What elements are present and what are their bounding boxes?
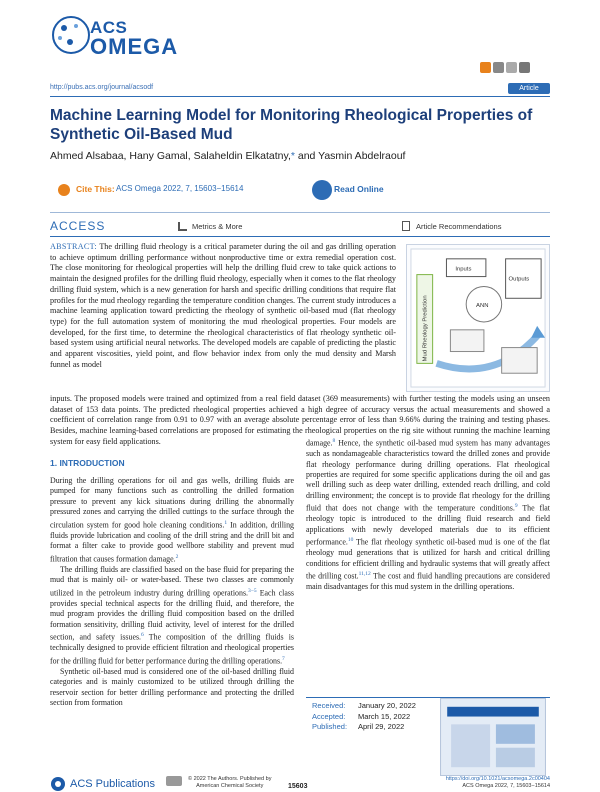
acs-publications-icon <box>50 776 66 792</box>
paragraph <box>306 436 550 593</box>
toc-side-label: Mud Rheology Prediction <box>422 295 429 362</box>
nc-license-icon <box>506 62 517 73</box>
abstract-top <box>50 242 396 370</box>
access-divider <box>50 236 550 237</box>
reference-link[interactable]: 7 <box>282 655 285 662</box>
reference-link[interactable]: 11,12 <box>358 571 371 578</box>
doi-link[interactable]: https://doi.org/10.1021/acsomega.2c00404 <box>445 776 550 782</box>
acs-publications-logo[interactable]: ACS Publications <box>70 778 155 790</box>
cite-bar <box>50 176 550 210</box>
reference-link[interactable]: 3−5 <box>247 587 257 594</box>
open-access-icon <box>480 62 491 73</box>
toc-box-outputs: Outputs <box>508 276 530 283</box>
toc-box-ann: ANN <box>476 303 489 310</box>
abstract-bottom: inputs. The proposed models were trained and optimized from a real field dataset (369 measurements) with further testing the models using an unseen dataset of 153 data points. The predicted rheological properties achieved a high degree of accuracy versus the actual measurements and showed a coefficient of correlation range from 0.91 to 0.97 with an average absolute percentage error of less than 9.66% during the training and testing phases. Besides, machine learning-based correlations are proposed for estimating the rheological properties on the rig site without running the machine learning system for easy field applications. <box>50 394 550 446</box>
reference-link[interactable]: 1 <box>224 519 228 526</box>
doi-block <box>420 776 550 790</box>
read-online-link[interactable]: Read Online <box>334 184 384 194</box>
reference-link[interactable]: 8 <box>332 438 336 444</box>
column-right <box>306 436 550 593</box>
reference-link[interactable]: 10 <box>347 537 354 544</box>
intro-p1b: In addition, drilling fluids provide lubrication and cooling of the drill string and the drill bit and format a filter cake to provide good wellbore stability and prevent mud filtration that causes formation damage. <box>50 520 294 564</box>
toc-graphic <box>406 244 550 392</box>
journal-logo <box>50 14 179 59</box>
header-icons <box>478 60 530 78</box>
intro-c2p1: damage. <box>306 438 333 448</box>
logo-line-omega: OMEGA <box>90 34 179 59</box>
access-bar <box>50 219 550 235</box>
recommendations-link[interactable]: Article Recommendations <box>416 222 502 231</box>
intro-c2p1b: Hence, the synthetic oil-based mud system has many advantages such as nondamageable characteristics toward the drilled zones and provide flat rheology performance during drilling operations. Flat rheological properties are required for some specific applications during the oil and gas well drilling such as deep water drilling, extended reach drilling, and cold drilling environment; the concept is to provide flat rheology for the drilling fluid that does not change with the temperature conditions. <box>306 438 550 513</box>
logo-line-acs: ACS <box>90 18 128 37</box>
column-left <box>50 476 294 709</box>
access-label: ACCESS <box>50 219 106 233</box>
abstract-text-part1: The drilling fluid rheology is a critical parameter during the oil and gas drilling operation to achieve optimum drilling performance without nonproductive time or extra remedial operation cost. The close monitoring for rheological properties will help the drilling fluid crew to take quick actions to maintain the designed profiles for the drilling fluid rheology, especially when it comes to the flat rheology drilling fluid system, which is a new generation for harsh and specific drilling conditions that require flat profiles for the mud rheology regarding the temperature condition changes. The current study introduces a machine learning application toward predicting the rheology of synthetic oil-based mud (flat rheology type) for the full automation system of monitoring the mud rheological properties. Four models are developed, for the first time, to determine the rheological characteristics of flat rheology synthetic oil-based system using artificial neural networks. The developed models are capable of predicting the plastic and apparent viscosities, yield point, and flow behavior index from only the mud density and Marsh funnel as model <box>50 242 396 369</box>
date-accepted: Accepted: March 15, 2022 <box>312 711 411 721</box>
footer-citation: ACS Omega 2022, 7, 15603−15614 <box>462 782 550 789</box>
cite-quote-icon <box>58 184 70 196</box>
bar-chart-icon <box>178 222 187 231</box>
authors-last: and Yasmin Abdelraouf <box>294 150 406 162</box>
intro-p2b: Each class provides special technical aspects for the drilling fluid, and therefore, the mud program provides the drilling fluid composition based on the drilled formation sensitivity, drilling fluid activity, level of interest for the drilled section, and safety issues. <box>50 588 294 642</box>
read-online-icon[interactable] <box>312 180 332 200</box>
intro-c2p1c: The flat rheology topic is introduced to the drilling fluid research and field applications with newly developed materials due to its efficient performance. <box>306 503 550 547</box>
corresponding-author-mark[interactable]: * <box>290 150 295 162</box>
abstract-label: ABSTRACT: <box>50 242 97 251</box>
article-type-badge: Article <box>508 83 550 94</box>
date-received: Received: January 20, 2022 <box>312 701 416 710</box>
intro-p2: The drilling fluids are classified based on the base fluid for preparing the mud that is mainly oil- or water-based. These two classes are commonly utilized in the petroleum industry during drilling operations. <box>50 564 294 598</box>
cite-divider <box>50 212 550 213</box>
journal-url-link[interactable]: http://pubs.acs.org/journal/acsodf <box>50 84 154 91</box>
reference-link[interactable]: 2 <box>175 553 179 560</box>
page-number: 15603 <box>288 783 308 790</box>
intro-p1: During the drilling operations for oil and gas wells, drilling fluids are pumped for many functions such as controlling the drilled formation pressure to prevent any kick situations during drilling the abnormally pressured zones and carrying the drilled cuttings to the surface through the circulation system for good hole cleaning conditions. <box>50 476 294 530</box>
intro-p3: Synthetic oil-based mud is considered one of the oil-based drilling fluid categories and is mainly customized to be utilized through drilling the reservoir section for better drilling performance and protecting the drilled section from formation <box>50 666 294 708</box>
intro-c2p1d: The flat rheology synthetic oil-based mud is one of the flat rheology mud generations that is utilized for harsh and critical drilling conditions for efficient drilling and hydraulic systems that will greatly affect the drilling cost. <box>306 537 550 581</box>
publication-dates <box>312 701 416 733</box>
intro-p2c: The composition of the drilling fluids is technically designed to provide efficient filtration and rheological properties for the drilling fluid for better performance during the drilling operations. <box>50 632 294 666</box>
paper-title: Machine Learning Model for Monitoring Rheological Properties of Synthetic Oil-Based Mud <box>50 107 533 143</box>
toc-box-inputs: Inputs <box>455 266 472 273</box>
document-icon <box>402 221 410 231</box>
section-heading-introduction: 1. INTRODUCTION <box>50 458 125 468</box>
nd-license-icon <box>519 62 530 73</box>
reference-link[interactable]: 6 <box>141 632 144 639</box>
authors-text: Ahmed Alsabaa, Hany Gamal, Salaheldin Elkatatny, <box>50 150 291 162</box>
acs-omega-emblem-icon <box>50 14 92 56</box>
creative-commons-icon <box>166 776 182 786</box>
copyright-notice: © 2022 The Authors. Published by American Chemical Society <box>188 776 272 789</box>
metrics-link[interactable]: Metrics & More <box>192 222 243 231</box>
citation-link[interactable]: ACS Omega 2022, 7, 15603−15614 <box>116 184 244 193</box>
intro-c2p1e: The cost and fluid handling precautions are considered main disadvantages for this mud system in the drilling operations. <box>306 571 550 592</box>
cite-label: Cite This: <box>76 184 115 194</box>
reference-link[interactable]: 9 <box>514 503 518 510</box>
header-divider <box>50 96 550 97</box>
journal-cover-thumbnail <box>440 698 546 776</box>
paragraph <box>50 565 294 667</box>
paragraph <box>50 667 294 709</box>
cc-license-icon <box>493 62 504 73</box>
date-published: Published: April 29, 2022 <box>312 722 405 731</box>
author-list <box>50 150 405 162</box>
paragraph <box>50 476 294 565</box>
